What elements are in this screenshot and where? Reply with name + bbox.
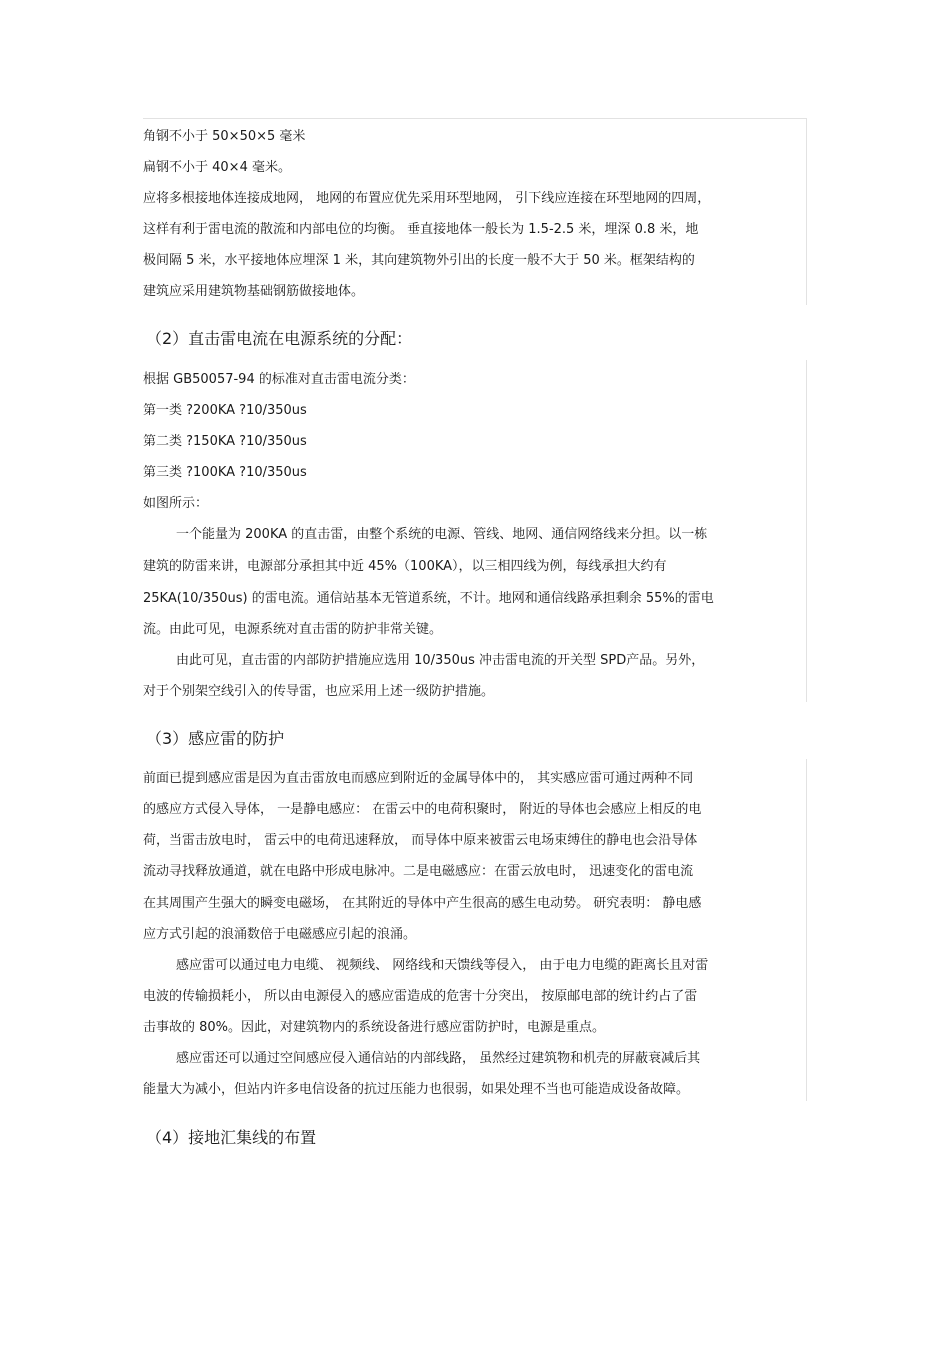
text-line: 的感应方式侵入导体， 一是静电感应： 在雷云中的电荷积聚时， 附近的导体也会感应上相反的电 [143,802,702,817]
text-line: 击事故的 80%。因此，对建筑物内的系统设备进行感应雷防护时，电源是重点。 [143,1020,606,1035]
text-line: 角钢不小于 50×50×5 毫米 [143,129,306,144]
section-heading-4: （4）接地汇集线的布置 [146,1128,317,1147]
text-line: 极间隔 5 米，水平接地体应埋深 1 米，其向建筑物外引出的长度一般不大于 50 米。框架结构的 [143,253,695,268]
text-line: 电波的传输损耗小， 所以由电源侵入的感应雷造成的危害十分突出， 按原邮电部的统计约占了雷 [143,989,698,1004]
text-line: 建筑应采用建筑物基础钢筋做接地体。 [143,284,365,299]
text-block-grounding [143,118,807,305]
section-heading-2: （2）直击雷电流在电源系统的分配： [146,329,413,348]
text-block-induced-lightning [143,759,807,1101]
text-line: 流动寻找释放通道，就在电路中形成电脉冲。二是电磁感应：在雷云放电时， 迅速变化的雷电流 [143,864,694,879]
text-line: 第一类 ?200KA ?10/350us [143,403,307,418]
text-line: 第三类 ?100KA ?10/350us [143,465,307,480]
text-line: 如图所示： [143,496,209,511]
text-line: 第二类 ?150KA ?10/350us [143,434,307,449]
text-line: 25KA(10/350us) 的雷电流。通信站基本无管道系统，不计。地网和通信线路承担剩余 55%的雷电 [143,591,714,606]
section-heading-3: （3）感应雷的防护 [146,729,285,748]
text-line: 根据 GB50057-94 的标准对直击雷电流分类： [143,372,415,387]
text-block-direct-lightning [143,360,807,702]
text-line: 对于个别架空线引入的传导雷，也应采用上述一级防护措施。 [143,684,495,699]
text-line: 扁钢不小于 40×4 毫米。 [143,160,291,175]
text-line: 由此可见，直击雷的内部防护措施应选用 10/350us 冲击雷电流的开关型 SPD产品。另外， [176,653,705,668]
text-line: 应方式引起的浪涌数倍于电磁感应引起的浪涌。 [143,927,417,942]
text-line: 一个能量为 200KA 的直击雷，由整个系统的电源、管线、地网、通信网络线来分担。以一栋 [176,527,708,542]
text-line: 感应雷可以通过电力电缆、 视频线、 网络线和天馈线等侵入， 由于电力电缆的距离长且对雷 [176,958,709,973]
text-line: 这样有利于雷电流的散流和内部电位的均衡。 垂直接地体一般长为 1.5-2.5 米，埋深 0.8 米，地 [143,222,699,237]
text-line: 流。由此可见，电源系统对直击雷的防护非常关键。 [143,622,443,637]
text-line: 荷，当雷击放电时， 雷云中的电荷迅速释放， 而导体中原来被雷云电场束缚住的静电也会沿导体 [143,833,698,848]
text-line: 前面已提到感应雷是因为直击雷放电而感应到附近的金属导体中的， 其实感应雷可通过两种不同 [143,771,694,786]
text-line: 能量大为减小，但站内许多电信设备的抗过压能力也很弱，如果处理不当也可能造成设备故障。 [143,1082,690,1097]
text-line: 感应雷还可以通过空间感应侵入通信站的内部线路， 虽然经过建筑物和机壳的屏蔽衰减后其 [176,1051,701,1066]
text-line: 在其周围产生强大的瞬变电磁场， 在其附近的导体中产生很高的感生电动势。 研究表明： 静电感 [143,896,702,911]
text-line: 应将多根接地体连接成地网， 地网的布置应优先采用环型地网， 引下线应连接在环型地网的四周， [143,191,711,206]
text-line: 建筑的防雷来讲，电源部分承担其中近 45%（100KA），以三相四线为例，每线承担大约有 [143,559,667,574]
